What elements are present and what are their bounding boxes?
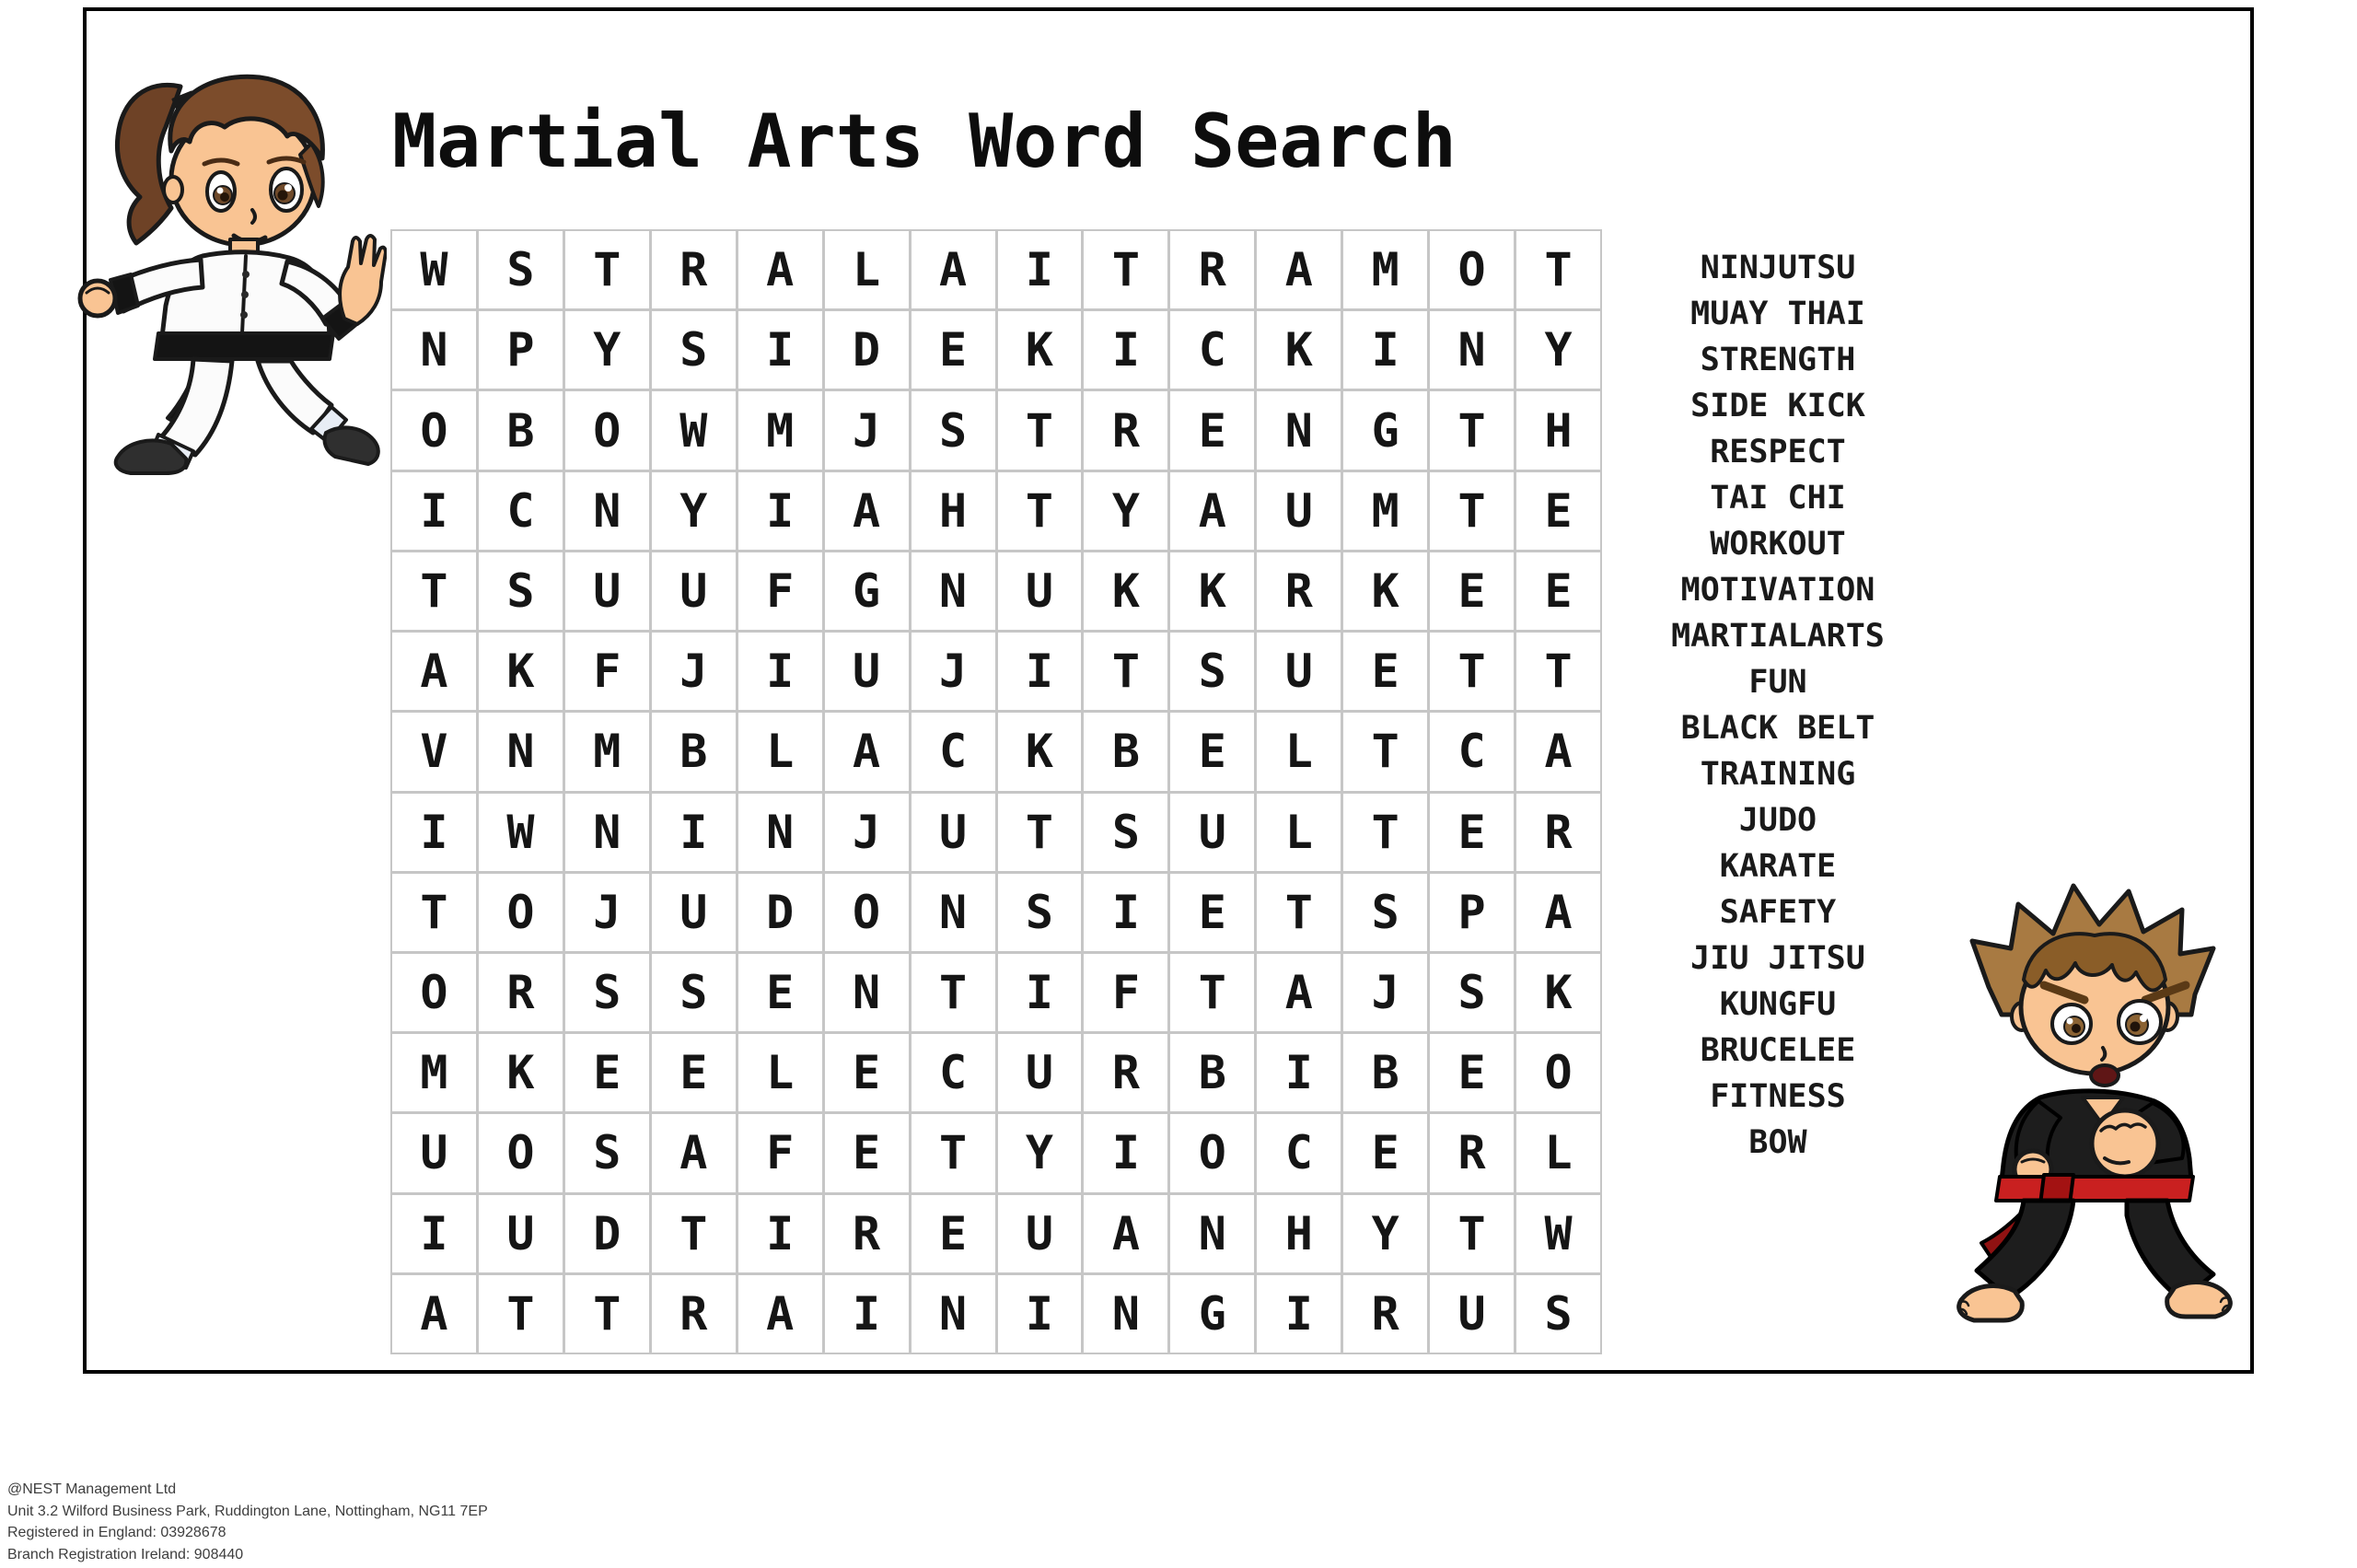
grid-cell: R — [1257, 552, 1341, 630]
grid-cell: E — [1343, 633, 1427, 710]
grid-cell: A — [911, 231, 995, 308]
footer — [7, 1479, 488, 1565]
grid-cell: J — [911, 633, 995, 710]
grid-cell: D — [825, 311, 909, 389]
grid-cell: E — [1170, 391, 1254, 469]
word-list-item: BRUCELEE — [1700, 1032, 1856, 1069]
grid-cell: A — [392, 1275, 476, 1353]
grid-cell: T — [1430, 1195, 1514, 1272]
word-list — [1594, 245, 1962, 1166]
grid-cell: C — [911, 1034, 995, 1111]
grid-cell: E — [1170, 874, 1254, 951]
grid-cell: R — [1430, 1114, 1514, 1191]
word-list-item: RESPECT — [1710, 434, 1846, 470]
grid-cell: O — [1516, 1034, 1600, 1111]
grid-cell: R — [1084, 391, 1167, 469]
grid-cell: D — [565, 1195, 649, 1272]
grid-cell: J — [1343, 954, 1427, 1031]
girl-fist — [80, 281, 115, 316]
grid-cell: G — [825, 552, 909, 630]
grid-cell: N — [1430, 311, 1514, 389]
grid-cell: E — [1430, 552, 1514, 630]
grid-cell: F — [565, 633, 649, 710]
grid-cell: L — [738, 713, 822, 790]
footer-line: Unit 3.2 Wilford Business Park, Ruddington Lane, Nottingham, NG11 7EP — [7, 1503, 488, 1519]
grid-cell: T — [565, 1275, 649, 1353]
grid-cell: T — [1084, 231, 1167, 308]
grid-cell: T — [1516, 231, 1600, 308]
grid-cell: E — [825, 1034, 909, 1111]
grid-cell: L — [1257, 713, 1341, 790]
word-list-item: STRENGTH — [1700, 342, 1856, 378]
grid-cell: H — [911, 472, 995, 550]
grid-cell: M — [392, 1034, 476, 1111]
grid-cell: A — [1170, 472, 1254, 550]
grid-cell: B — [479, 391, 563, 469]
grid-cell: N — [911, 874, 995, 951]
grid-cell: S — [479, 231, 563, 308]
grid-cell: I — [738, 633, 822, 710]
grid-cell: R — [1170, 231, 1254, 308]
grid-cell: I — [825, 1275, 909, 1353]
grid-cell: S — [1170, 633, 1254, 710]
grid-cell: J — [652, 633, 736, 710]
grid-cell: O — [565, 391, 649, 469]
grid-cell: U — [998, 1195, 1082, 1272]
grid-cell: A — [738, 231, 822, 308]
grid-cell: M — [565, 713, 649, 790]
grid-cell: S — [652, 954, 736, 1031]
grid-cell: E — [565, 1034, 649, 1111]
boy-right-fist — [2092, 1110, 2158, 1177]
grid-cell: U — [1257, 472, 1341, 550]
grid-cell: W — [392, 231, 476, 308]
grid-cell: J — [825, 391, 909, 469]
grid-cell: K — [998, 311, 1082, 389]
grid-cell: N — [565, 472, 649, 550]
grid-cell: T — [392, 552, 476, 630]
grid-cell: Y — [1343, 1195, 1427, 1272]
grid-cell: I — [1257, 1275, 1341, 1353]
grid-cell: A — [1257, 231, 1341, 308]
grid-cell: N — [911, 552, 995, 630]
grid-cell: U — [392, 1114, 476, 1191]
grid-cell: O — [825, 874, 909, 951]
grid-cell: J — [565, 874, 649, 951]
grid-cell: R — [479, 954, 563, 1031]
page-title: Martial Arts Word Search — [392, 99, 1457, 184]
word-list-item: TRAINING — [1700, 756, 1856, 793]
grid-cell: D — [738, 874, 822, 951]
grid-cell: O — [1170, 1114, 1254, 1191]
grid-cell: U — [652, 874, 736, 951]
grid-cell: E — [911, 1195, 995, 1272]
grid-cell: Y — [652, 472, 736, 550]
grid-cell: T — [1516, 633, 1600, 710]
grid-cell: A — [392, 633, 476, 710]
grid-cell: H — [1257, 1195, 1341, 1272]
grid-cell: I — [392, 472, 476, 550]
word-list-item: SAFETY — [1719, 894, 1837, 931]
grid-cell: T — [911, 954, 995, 1031]
grid-cell: K — [1516, 954, 1600, 1031]
grid-cell: T — [392, 874, 476, 951]
grid-cell: C — [911, 713, 995, 790]
grid-cell: P — [1430, 874, 1514, 951]
grid-cell: R — [652, 231, 736, 308]
grid-cell: T — [1430, 633, 1514, 710]
grid-cell: S — [1343, 874, 1427, 951]
grid-cell: S — [479, 552, 563, 630]
grid-cell: B — [1170, 1034, 1254, 1111]
grid-cell: I — [1084, 311, 1167, 389]
word-list-item: JIU JITSU — [1690, 940, 1865, 977]
grid-cell: B — [1084, 713, 1167, 790]
grid-cell: T — [652, 1195, 736, 1272]
grid-cell: O — [392, 391, 476, 469]
grid-cell: H — [1516, 391, 1600, 469]
grid-cell: N — [565, 794, 649, 871]
girl-karateka-illustration — [63, 52, 387, 477]
grid-cell: Y — [565, 311, 649, 389]
grid-cell: O — [392, 954, 476, 1031]
grid-cell: I — [392, 1195, 476, 1272]
grid-cell: E — [1430, 794, 1514, 871]
grid-cell: K — [1084, 552, 1167, 630]
grid-cell: C — [1430, 713, 1514, 790]
grid-cell: V — [392, 713, 476, 790]
grid-cell: S — [565, 1114, 649, 1191]
grid-cell: T — [1430, 472, 1514, 550]
grid-cell: T — [998, 794, 1082, 871]
grid-cell: K — [479, 633, 563, 710]
grid-cell: C — [1257, 1114, 1341, 1191]
word-list-item: WORKOUT — [1710, 526, 1846, 563]
grid-cell: J — [825, 794, 909, 871]
word-list-item: MOTIVATION — [1680, 572, 1875, 609]
grid-cell: L — [738, 1034, 822, 1111]
grid-cell: A — [1084, 1195, 1167, 1272]
grid-cell: N — [1170, 1195, 1254, 1272]
grid-cell: M — [1343, 231, 1427, 308]
girl-black-belt — [155, 333, 333, 359]
grid-cell: Y — [1516, 311, 1600, 389]
grid-cell: P — [479, 311, 563, 389]
grid-cell: N — [738, 794, 822, 871]
grid-cell: L — [1516, 1114, 1600, 1191]
grid-cell: I — [998, 231, 1082, 308]
grid-cell: O — [1430, 231, 1514, 308]
grid-cell: I — [998, 954, 1082, 1031]
grid-cell: T — [479, 1275, 563, 1353]
grid-cell: T — [1084, 633, 1167, 710]
grid-cell: R — [1343, 1275, 1427, 1353]
grid-cell: U — [652, 552, 736, 630]
grid-cell: K — [479, 1034, 563, 1111]
grid-cell: E — [1516, 472, 1600, 550]
grid-cell: N — [1257, 391, 1341, 469]
grid-cell: S — [1516, 1275, 1600, 1353]
grid-cell: N — [1084, 1275, 1167, 1353]
boy-karateka-illustration — [1945, 877, 2245, 1333]
grid-cell: I — [392, 794, 476, 871]
grid-cell: I — [998, 633, 1082, 710]
grid-cell: I — [652, 794, 736, 871]
grid-cell: I — [738, 472, 822, 550]
word-list-item: MUAY THAI — [1690, 296, 1865, 332]
grid-cell: W — [652, 391, 736, 469]
grid-cell: R — [1084, 1034, 1167, 1111]
grid-cell: I — [1257, 1034, 1341, 1111]
grid-cell: U — [825, 633, 909, 710]
grid-cell: S — [1084, 794, 1167, 871]
grid-cell: T — [911, 1114, 995, 1191]
grid-cell: I — [1084, 874, 1167, 951]
grid-cell: T — [1430, 391, 1514, 469]
footer-line: Registered in England: 03928678 — [7, 1525, 226, 1540]
grid-cell: K — [1343, 552, 1427, 630]
grid-cell: E — [1170, 713, 1254, 790]
grid-cell: N — [392, 311, 476, 389]
grid-cell: R — [652, 1275, 736, 1353]
boy-mouth — [2091, 1065, 2119, 1086]
grid-cell: G — [1343, 391, 1427, 469]
grid-cell: R — [825, 1195, 909, 1272]
grid-cell: W — [479, 794, 563, 871]
grid-cell: U — [998, 552, 1082, 630]
grid-cell: F — [738, 1114, 822, 1191]
grid-cell: G — [1170, 1275, 1254, 1353]
grid-cell: E — [1343, 1114, 1427, 1191]
grid-cell: S — [1430, 954, 1514, 1031]
grid-cell: I — [998, 1275, 1082, 1353]
grid-cell: T — [565, 231, 649, 308]
grid-cell: N — [825, 954, 909, 1031]
footer-line: Branch Registration Ireland: 908440 — [7, 1546, 244, 1562]
boy-red-belt — [1996, 1177, 2193, 1201]
grid-cell: M — [738, 391, 822, 469]
grid-cell: S — [998, 874, 1082, 951]
grid-cell: U — [1257, 633, 1341, 710]
grid-cell: R — [1516, 794, 1600, 871]
grid-cell: W — [1516, 1195, 1600, 1272]
grid-cell: B — [652, 713, 736, 790]
grid-cell: I — [738, 1195, 822, 1272]
grid-cell: A — [1257, 954, 1341, 1031]
grid-cell: N — [911, 1275, 995, 1353]
grid-cell: F — [1084, 954, 1167, 1031]
grid-cell: O — [479, 874, 563, 951]
grid-cell: U — [1170, 794, 1254, 871]
grid-cell: A — [1516, 713, 1600, 790]
grid-cell: B — [1343, 1034, 1427, 1111]
grid-cell: E — [1516, 552, 1600, 630]
grid-cell: T — [1343, 794, 1427, 871]
word-list-item: FUN — [1748, 664, 1807, 701]
grid-cell: Y — [1084, 472, 1167, 550]
grid-cell: S — [565, 954, 649, 1031]
grid-cell: A — [652, 1114, 736, 1191]
grid-cell: I — [1084, 1114, 1167, 1191]
grid-cell: O — [479, 1114, 563, 1191]
grid-cell: T — [1343, 713, 1427, 790]
grid-cell: Y — [998, 1114, 1082, 1191]
grid-cell: A — [1516, 874, 1600, 951]
grid-cell: N — [479, 713, 563, 790]
girl-ear — [164, 177, 182, 203]
grid-cell: K — [1170, 552, 1254, 630]
footer-line: @NEST Management Ltd — [7, 1481, 177, 1497]
grid-cell: T — [998, 472, 1082, 550]
grid-cell: M — [1343, 472, 1427, 550]
grid-cell: E — [738, 954, 822, 1031]
grid-cell: U — [565, 552, 649, 630]
word-list-item: SIDE KICK — [1690, 388, 1865, 424]
grid-cell: E — [1430, 1034, 1514, 1111]
word-list-item: BLACK BELT — [1680, 710, 1875, 747]
word-list-item: NINJUTSU — [1700, 250, 1856, 286]
word-list-item: JUDO — [1738, 802, 1817, 839]
grid-cell: K — [998, 713, 1082, 790]
grid-cell: E — [911, 311, 995, 389]
grid-cell: I — [738, 311, 822, 389]
grid-cell: T — [998, 391, 1082, 469]
grid-cell: A — [738, 1275, 822, 1353]
grid-cell: L — [1257, 794, 1341, 871]
word-list-item: BOW — [1748, 1124, 1807, 1161]
grid-cell: A — [825, 472, 909, 550]
grid-cell: C — [1170, 311, 1254, 389]
word-list-item: FITNESS — [1710, 1078, 1846, 1115]
grid-cell: L — [825, 231, 909, 308]
word-list-item: KARATE — [1719, 848, 1837, 885]
word-search-grid — [390, 229, 1602, 1354]
grid-cell: U — [998, 1034, 1082, 1111]
grid-cell: T — [1170, 954, 1254, 1031]
grid-cell: U — [1430, 1275, 1514, 1353]
girl-open-hand — [340, 236, 386, 324]
grid-cell: S — [652, 311, 736, 389]
grid-cell: U — [479, 1195, 563, 1272]
grid-cell: I — [1343, 311, 1427, 389]
grid-cell: E — [825, 1114, 909, 1191]
grid-cell: K — [1257, 311, 1341, 389]
word-list-item: MARTIALARTS — [1671, 618, 1885, 655]
grid-cell: T — [1257, 874, 1341, 951]
grid-cell: A — [825, 713, 909, 790]
grid-cell: U — [911, 794, 995, 871]
grid-cell: F — [738, 552, 822, 630]
word-list-item: KUNGFU — [1719, 986, 1837, 1023]
grid-cell: C — [479, 472, 563, 550]
word-list-item: TAI CHI — [1710, 480, 1846, 517]
grid-cell: S — [911, 391, 995, 469]
grid-cell: E — [652, 1034, 736, 1111]
